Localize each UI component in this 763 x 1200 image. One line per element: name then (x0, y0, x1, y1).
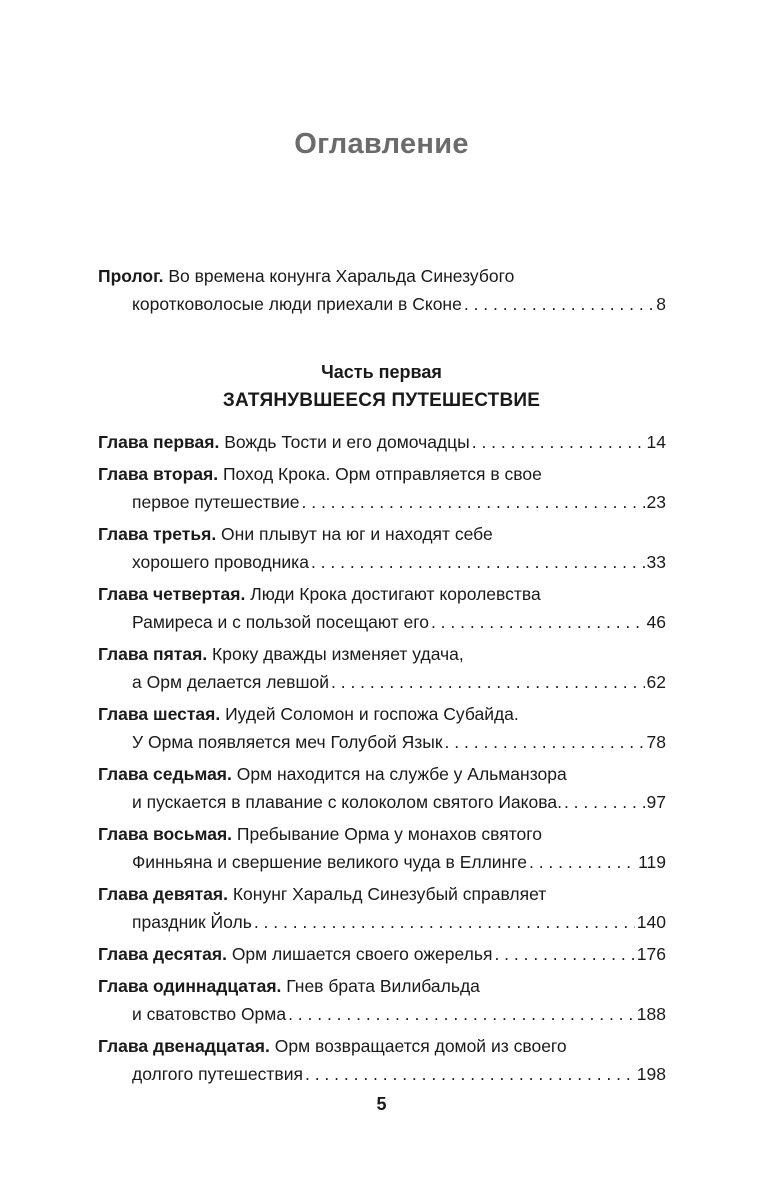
entry-text-cont: и сватовство Орма (132, 1004, 287, 1024)
entry-text: Они плывут на юг и находят себе (216, 524, 493, 544)
toc-entry (98, 460, 666, 516)
entry-page-number: 78 (646, 732, 666, 752)
entry-text: Во времена конунга Харальда Синезубого (163, 266, 515, 286)
dot-leader (445, 728, 645, 756)
page-title: Оглавление (294, 128, 469, 160)
entry-text: Орм лишается своего ожерелья (226, 944, 493, 964)
toc-chapters (98, 428, 666, 1088)
entry-page-number: 62 (646, 672, 666, 692)
entry-line (98, 428, 666, 456)
entry-first-line (98, 262, 666, 290)
entry-text-cont: первое путешествие (132, 492, 300, 512)
toc-entry-prologue (98, 262, 666, 318)
entry-label: Глава седьмая. (98, 764, 232, 784)
toc-entry (98, 428, 666, 456)
entry-page-number: 140 (636, 912, 666, 932)
dot-leader (472, 428, 645, 456)
toc-entry (98, 760, 666, 816)
dot-leader (288, 1000, 635, 1028)
entry-text-cont: и пускается в плавание с колоколом святого Иакова. (132, 792, 562, 812)
entry-text-cont: долгого путешествия (132, 1064, 303, 1084)
entry-page-number: 119 (638, 852, 666, 872)
entry-page-number: 23 (646, 492, 666, 512)
entry-label: Глава первая. (98, 432, 220, 452)
entry-text: Иудей Соломон и госпожа Субайда. (220, 704, 519, 724)
dot-leader (302, 488, 645, 516)
entry-text: Пребывание Орма у монахов святого (232, 824, 543, 844)
entry-label: Глава двенадцатая. (98, 1036, 270, 1056)
entry-label: Глава шестая. (98, 704, 221, 724)
entry-label: Глава третья. (98, 524, 217, 544)
entry-page-number: 8 (656, 294, 666, 314)
dot-leader (311, 548, 645, 576)
toc-entry (98, 1032, 666, 1088)
entry-text: Кроку дважды изменяет удача, (207, 644, 464, 664)
entry-label: Глава четвертая. (98, 584, 246, 604)
entry-text-cont: праздник Йоль (132, 912, 252, 932)
entry-label: Глава десятая. (98, 944, 227, 964)
dot-leader (331, 668, 645, 696)
entry-page-number: 46 (646, 612, 666, 632)
toc-entry (98, 580, 666, 636)
entry-text: Люди Крока достигают королевства (245, 584, 541, 604)
entry-text: Гнев брата Вилибальда (281, 976, 480, 996)
entry-page-number: 97 (646, 792, 666, 812)
entry-line (98, 940, 666, 968)
entry-text-cont: а Орм делается левшой (132, 672, 329, 692)
entry-page-number: 33 (646, 552, 666, 572)
entry-text-cont: Рамиреса и с пользой посещают его (132, 612, 429, 632)
dot-leader (431, 608, 645, 636)
toc-entry (98, 520, 666, 576)
entry-text-cont: Финньяна и свершение великого чуда в Еллинге (132, 852, 527, 872)
entry-label: Глава пятая. (98, 644, 208, 664)
entry-text: Поход Крока. Орм отправляется в свое (218, 464, 542, 484)
entry-label: Глава девятая. (98, 884, 228, 904)
entry-second-line (98, 290, 666, 318)
part-label: Часть первая (321, 362, 442, 382)
entry-text: Орм возвращается домой из своего (269, 1036, 567, 1056)
entry-page-number: 176 (636, 944, 666, 964)
part-title: ЗАТЯНУВШЕЕСЯ ПУТЕШЕСТВИЕ (222, 390, 541, 411)
entry-label: Пролог. (98, 266, 164, 286)
toc-entry (98, 640, 666, 696)
dot-leader (254, 908, 635, 936)
entry-label: Глава одиннадцатая. (98, 976, 282, 996)
entry-text: Вождь Тости и его домочадцы (219, 432, 470, 452)
toc-entry (98, 940, 666, 968)
toc-entry (98, 700, 666, 756)
entry-label: Глава вторая. (98, 464, 219, 484)
toc-entry (98, 972, 666, 1028)
page-number: 5 (376, 1094, 387, 1114)
entry-text: Орм находится на службе у Альманзора (231, 764, 567, 784)
entry-text-cont: коротковолосые люди приехали в Сконе (132, 294, 462, 314)
entry-page-number: 188 (636, 1004, 666, 1024)
entry-text-cont: У Орма появляется меч Голубой Язык (132, 732, 443, 752)
entry-page-number: 14 (646, 432, 666, 452)
dot-leader (494, 940, 634, 968)
entry-page-number: 198 (636, 1064, 666, 1084)
dot-leader (529, 848, 636, 876)
dot-leader (464, 290, 654, 318)
dot-leader (564, 788, 645, 816)
entry-text: Конунг Харальд Синезубый справляет (227, 884, 547, 904)
dot-leader (305, 1060, 635, 1088)
toc-entry (98, 820, 666, 876)
entry-text-cont: хорошего проводника (132, 552, 309, 572)
entry-label: Глава восьмая. (98, 824, 233, 844)
toc-entry (98, 880, 666, 936)
